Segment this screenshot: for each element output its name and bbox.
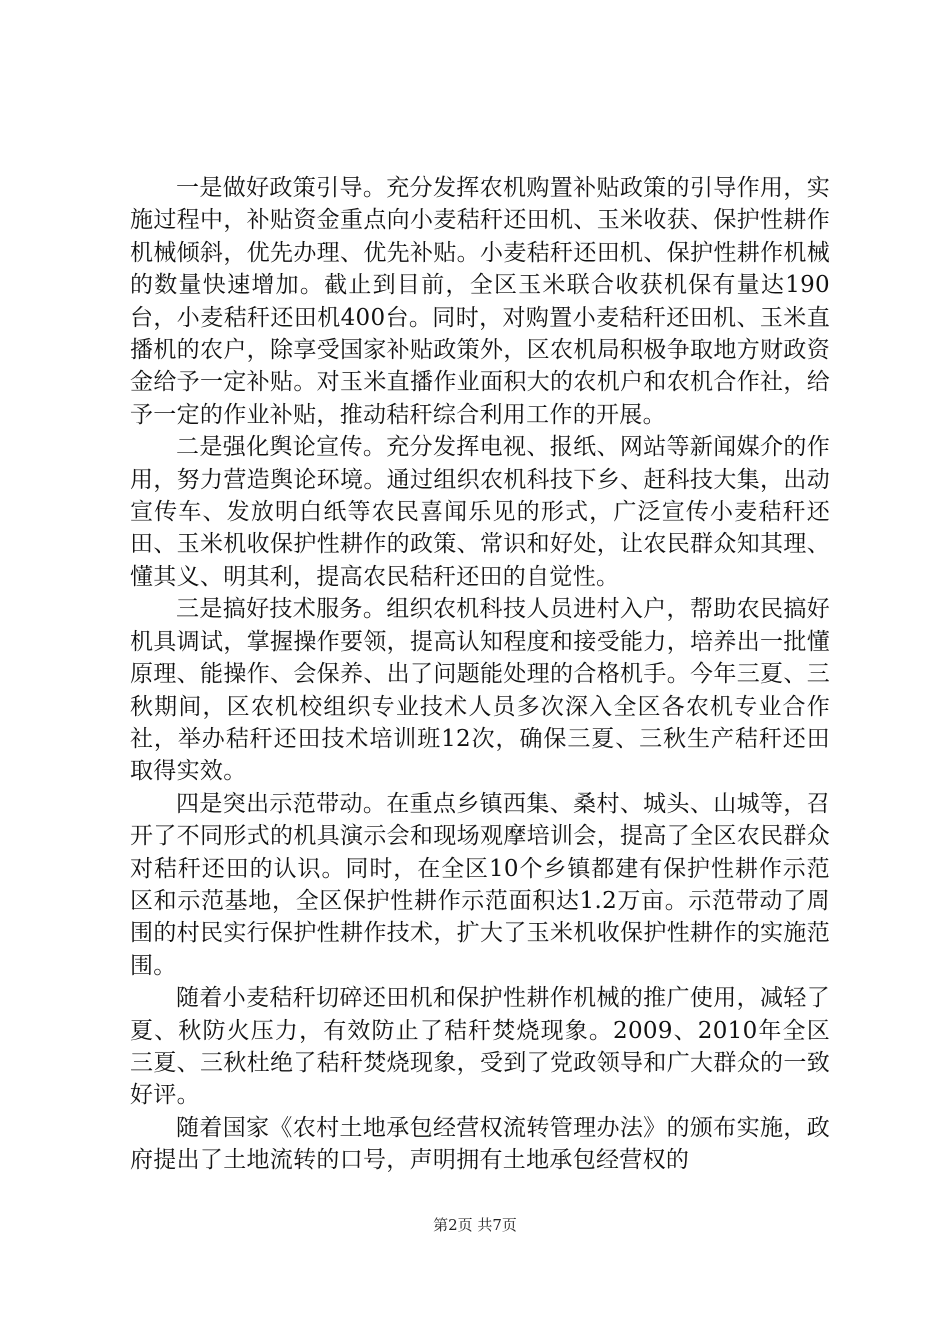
paragraph-policy-guidance: 一是做好政策引导。充分发挥农机购置补贴政策的引导作用，实施过程中，补贴资金重点向小麦秸秆还田机、玉米收获、保护性耕作机械倾斜，优先办理、优先补贴。小麦秸秆还田机、保护性耕作机械的数量快速增加。截止到目前，全区玉米联合收获机保有量达190台，小麦秸秆还田机400台。同时，对购置小麦秸秆还田机、玉米直播机的农户，除享受国家补贴政策外，区农机局积极争取地方财政资金给予一定补贴。对玉米直播作业面积大的农机户和农机合作社，给予一定的作业补贴，推动秸秆综合利用工作的开展。 [130,175,830,428]
paragraph-land-transfer: 随着国家《农村土地承包经营权流转管理办法》的颁布实施，政府提出了土地流转的口号，声明拥有土地承包经营权的 [130,1114,830,1174]
paragraph-demonstration: 四是突出示范带动。在重点乡镇西集、桑村、城头、山城等，召开了不同形式的机具演示会和现场观摩培训会，提高了全区农民群众对秸秆还田的认识。同时，在全区10个乡镇都建有保护性耕作示范区和示范基地，全区保护性耕作示范面积达1.2万亩。示范带动了周围的村民实行保护性耕作技术，扩大了玉米机收保护性耕作的实施范围。 [130,790,830,979]
paragraph-technical-service: 三是搞好技术服务。组织农机科技人员进村入户，帮助农民搞好机具调试，掌握操作要领，提高认知程度和接受能力，培养出一批懂原理、能操作、会保养、出了问题能处理的合格机手。今年三夏、三秋期间，区农机校组织专业技术人员多次深入全区各农机专业合作社，举办秸秆还田技术培训班12次，确保三夏、三秋生产秸秆还田取得实效。 [130,596,830,785]
document-body [130,172,830,1177]
paragraph-fire-prevention: 随着小麦秸秆切碎还田机和保护性耕作机械的推广使用，减轻了夏、秋防火压力，有效防止了秸秆焚烧现象。2009、2010年全区三夏、三秋杜绝了秸秆焚烧现象，受到了党政领导和广大群众的一致好评。 [130,985,830,1109]
paragraph-publicity: 二是强化舆论宣传。充分发挥电视、报纸、网站等新闻媒介的作用，努力营造舆论环境。通过组织农机科技下乡、赶科技大集，出动宣传车、发放明白纸等农民喜闻乐见的形式，广泛宣传小麦秸秆还田、玉米机收保护性耕作的政策、常识和好处，让农民群众知其理、懂其义、明其利，提高农民秸秆还田的自觉性。 [130,434,830,590]
page-footer: 第2页 共7页 [433,1216,517,1234]
